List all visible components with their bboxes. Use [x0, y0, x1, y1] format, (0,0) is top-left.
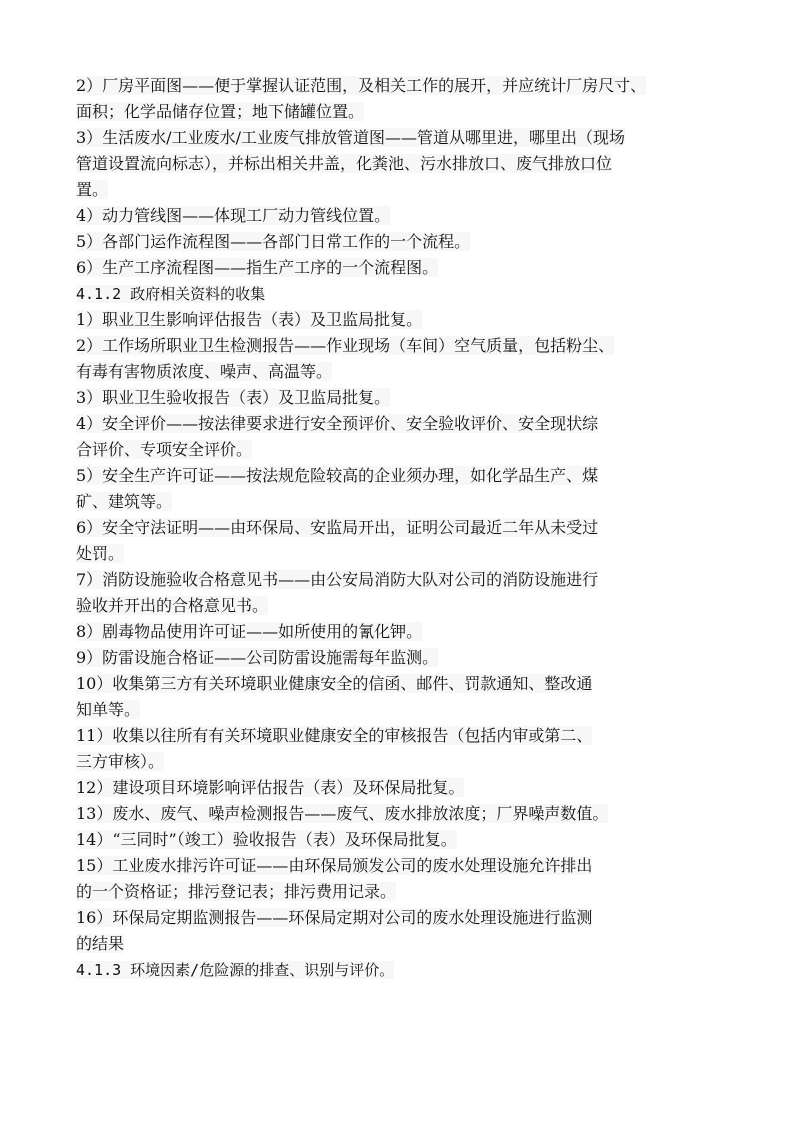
- line-text: 1）职业卫生影响评估报告（表）及卫监局批复。: [76, 310, 423, 329]
- line-text: 知单等。: [76, 700, 141, 719]
- text-line: [76, 827, 718, 853]
- text-line: [76, 255, 718, 281]
- text-line: [76, 619, 718, 645]
- line-text: 7）消防设施验收合格意见书——由公安局消防大队对公司的消防设施进行: [76, 570, 599, 589]
- line-text: 5）各部门运作流程图——各部门日常工作的一个流程。: [76, 232, 471, 251]
- text-line: [76, 905, 718, 931]
- line-text: 有毒有害物质浓度、噪声、高温等。: [76, 362, 333, 381]
- line-text: 14）“三同时”（竣工）验收报告（表）及环保局批复。: [76, 830, 457, 849]
- line-text: 8）剧毒物品使用许可证——如所使用的氰化钾。: [76, 622, 423, 641]
- text-line: [76, 437, 718, 463]
- section-heading-text: 4.1.3 环境因素/危险源的排查、识别与评价。: [76, 961, 395, 979]
- text-line: [76, 671, 718, 697]
- text-line: [76, 203, 718, 229]
- line-text: 的一个资格证；排污登记表；排污费用记录。: [76, 882, 397, 901]
- line-text: 三方审核）。: [76, 752, 165, 771]
- section-heading: [76, 281, 718, 307]
- line-text: 6）安全守法证明——由环保局、安监局开出，证明公司最近二年从未受过: [76, 518, 599, 537]
- text-line: [76, 411, 718, 437]
- line-text: 合评价、专项安全评价。: [76, 440, 253, 459]
- text-line: [76, 697, 718, 723]
- text-line: [76, 177, 718, 203]
- line-text: 验收并开出的合格意见书。: [76, 596, 269, 615]
- text-line: [76, 489, 718, 515]
- line-text: 4）动力管线图——体现工厂动力管线位置。: [76, 206, 391, 225]
- text-line: [76, 229, 718, 255]
- text-line: [76, 853, 718, 879]
- line-text: 6）生产工序流程图——指生产工序的一个流程图。: [76, 258, 439, 277]
- line-text: 管道设置流向标志），并标出相关井盖，化粪池、污水排放口、废气排放口位: [76, 154, 613, 173]
- section-heading-text: 4.1.2 政府相关资料的收集: [76, 285, 266, 303]
- line-text: 置。: [76, 180, 109, 199]
- text-line: [76, 307, 718, 333]
- text-line: [76, 151, 718, 177]
- text-line: [76, 723, 718, 749]
- text-line: [76, 541, 718, 567]
- line-text: 2）厂房平面图——便于掌握认证范围，及相关工作的展开，并应统计厂房尺寸、: [76, 76, 647, 95]
- document-page: [76, 73, 718, 983]
- text-line: [76, 645, 718, 671]
- line-text: 3）生活废水/工业废水/工业废气排放管道图——管道从哪里进，哪里出（现场: [76, 128, 625, 147]
- line-text: 16）环保局定期监测报告——环保局定期对公司的废水处理设施进行监测: [76, 908, 593, 927]
- text-line: [76, 463, 718, 489]
- line-text: 13）废水、废气、噪声检测报告——废气、废水排放浓度；厂界噪声数值。: [76, 804, 609, 823]
- text-line: [76, 775, 718, 801]
- line-text: 15）工业废水排污许可证——由环保局颁发公司的废水处理设施允许排出: [76, 856, 593, 875]
- text-line: [76, 385, 718, 411]
- text-line: [76, 359, 718, 385]
- text-line: [76, 801, 718, 827]
- line-text: 11）收集以往所有有关环境职业健康安全的审核报告（包括内审或第二、: [76, 726, 593, 745]
- line-text: 处罚。: [76, 544, 125, 563]
- line-text: 10）收集第三方有关环境职业健康安全的信函、邮件、罚款通知、整改通: [76, 674, 593, 693]
- line-text: 12）建设项目环境影响评估报告（表）及环保局批复。: [76, 778, 465, 797]
- text-line: [76, 567, 718, 593]
- line-text: 4）安全评价——按法律要求进行安全预评价、安全验收评价、安全现状综: [76, 414, 599, 433]
- line-text: 的结果: [76, 934, 125, 953]
- text-line: [76, 593, 718, 619]
- text-line: [76, 749, 718, 775]
- section-heading: [76, 957, 718, 983]
- line-text: 面积；化学品储存位置；地下储罐位置。: [76, 102, 365, 121]
- line-text: 矿、建筑等。: [76, 492, 173, 511]
- text-line: [76, 73, 718, 99]
- text-line: [76, 99, 718, 125]
- line-text: 3）职业卫生验收报告（表）及卫监局批复。: [76, 388, 391, 407]
- text-line: [76, 125, 718, 151]
- line-text: 2）工作场所职业卫生检测报告——作业现场（车间）空气质量，包括粉尘、: [76, 336, 615, 355]
- text-line: [76, 333, 718, 359]
- text-line: [76, 931, 718, 957]
- text-line: [76, 879, 718, 905]
- line-text: 9）防雷设施合格证——公司防雷设施需每年监测。: [76, 648, 439, 667]
- line-text: 5）安全生产许可证——按法规危险较高的企业须办理，如化学品生产、煤: [76, 466, 599, 485]
- text-line: [76, 515, 718, 541]
